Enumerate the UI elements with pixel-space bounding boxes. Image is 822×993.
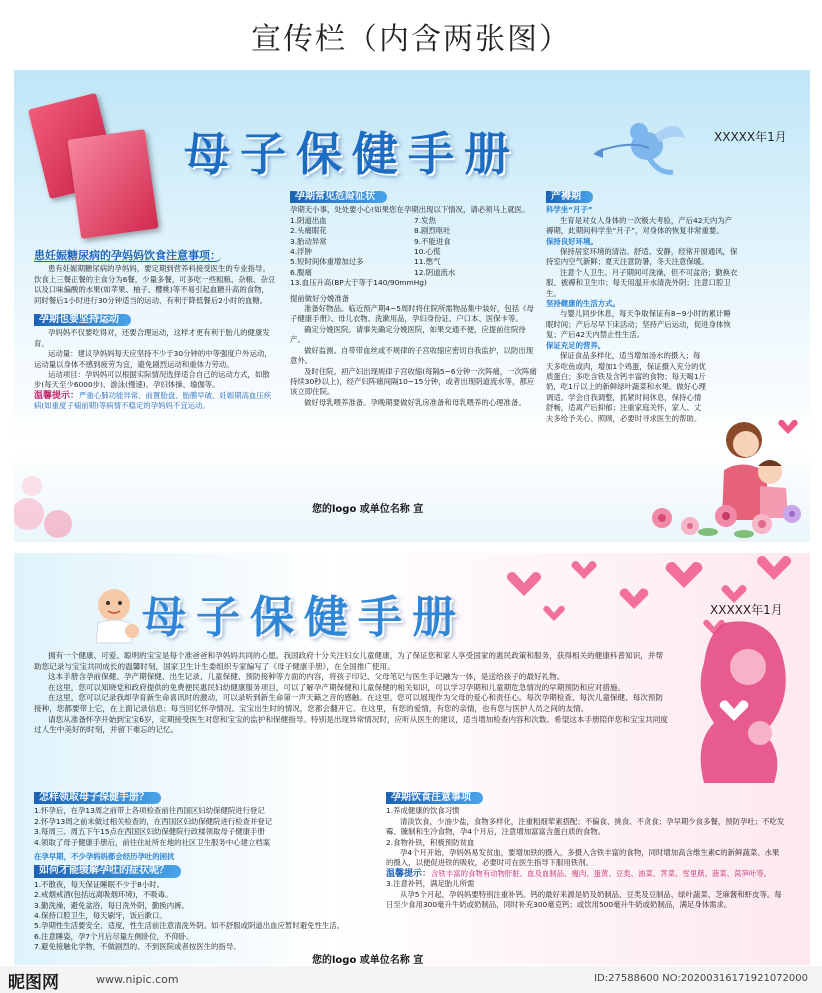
diet-text: 清淡饮食，少油少盐，食物多样化，注重粗细荤素搭配；不偏食、挑食、不贪食；孕早期少食多餐，预防孕吐；不吃发霉、腌制和生冷食物，孕4个月后，注意增加富富含蛋白质的食物。	[386, 816, 785, 837]
exercise-text-1: 孕妈妈不仅要吃得对，还要合理运动，这样才更有利于胎儿的健康发育。	[34, 328, 270, 348]
diet-tip	[386, 869, 786, 879]
cupid-illustration	[589, 112, 689, 182]
symptom-item: 3.胎动异常	[290, 236, 327, 246]
danger-intro: 孕期无小事，处处要小心!如果您在孕期出现以下情况，请必须马上就医。	[290, 205, 530, 215]
watermark-url[interactable]: www.nipic.com	[96, 973, 179, 986]
symptom-item: 8.剧烈呕吐	[414, 226, 451, 236]
postpartum-subheading: 保证充足的营养。	[546, 340, 606, 350]
postpartum-text: 生育是对女人身体的一次极大考验，产后42天内为产褥期，此期间科学坐“月子”，对身体的恢复非常重要。	[546, 215, 733, 236]
symptom-item: 11.憋气	[414, 257, 441, 267]
diet-text: 从孕5个月起，孕妈妈要特别注重补钙。钙的最好来源是奶及奶制品、豆类及豆制品、绿叶蔬菜、芝麻酱和虾皮等。每日至少食用300毫升牛奶或奶制品，同时补充300毫克钙；或饮用500毫升牛奶或奶制品，满足身体需求。	[386, 889, 782, 910]
flower-decoration	[14, 464, 98, 542]
intro-paragraph: 这本手册含孕前保健、孕产期保健、出生记录、儿童保健、预防接种等方面的内容，将孩子印记、父母笔记与医生手记融为一体，是送给孩子的最好礼物。	[48, 672, 565, 682]
prep-heading: 提前做好分娩准备	[290, 293, 350, 303]
baby-illustration	[84, 583, 148, 647]
howto-item: 3.每周三、周五下午15点在西国区妇幼保健院行政楼领取母子健康手册	[34, 827, 265, 837]
intro-paragraph: 拥有一个健康、可爱、聪明的宝宝是每个准爸爸和孕妈妈共同的心愿。我国政府十分关注妇女儿童健康，为了保证您和家人享受国家的惠民政策和服务，获得相关的健康科普知识，并帮助您记录与宝宝共同成长的温馨时刻，国家卫生计生委组织专家编写了《母子健康手册》，在全国推广使用。	[34, 651, 664, 671]
morning-tag: 在孕早期，不少孕妈妈都会经历孕吐的困扰	[34, 852, 175, 862]
symptom-list	[290, 216, 538, 278]
diet-heading: 孕期饮食注意事项	[386, 792, 483, 804]
symptom-item: 6.腹痛	[290, 267, 312, 277]
postpartum-heading: 产褥期	[546, 191, 593, 203]
morning-item: 7.避免接触化学物，不做剧烈的、不到医院或者按医生的指导。	[34, 942, 241, 952]
prep-text: 做好监测。自带带血丝或不规律的子宫收缩应密切自我监护，以防出现意外。	[290, 345, 534, 366]
exercise-text-2: 运动量：建议孕妈妈每天应坚持不少于30分钟的中等强度户外运动，运动量以身体不感到疲劳为宜，避免剧烈运动和重体力劳动。	[34, 349, 272, 369]
prep-text: 做好母乳喂养准备。孕晚期要做好乳房准备和母乳喂养的心理准备。	[304, 397, 526, 407]
footer-text: 您的logo 或单位名称 宣	[312, 504, 424, 515]
intro-paragraph: 在这里，您可以记录我却孕育新生命喜讯时的激动，可以录听到新生命第一声天籁之音的感触。在这里，您可以展现作为父母的爱心和责任心。每次孕期检查、每次儿童保健、每次预防接种，您都要带上它，在上面记录信息；每当回忆怀孕情况、宝宝出生时的情况，您都会翻开它。在这里，有您的爱情，有您的亲情，也有您与医护人员之间的友情。	[34, 693, 664, 713]
symptom-item: 7.发热	[414, 215, 436, 225]
intro-section	[34, 651, 670, 736]
intro-paragraph: 请您从准备怀孕开始到宝宝6岁，定期接受医生对您和宝宝的监护和保健指导。特别是出现异常情况时，应听从医生的建议，适当增加检查内容和次数。希望这本手册陪伴您和宝宝共同度过人生中美好的时刻，并留下难忘的记忆。	[34, 714, 668, 735]
symptom-item: 5.短时间体重增加过多	[290, 257, 364, 267]
exercise-tip	[34, 391, 276, 412]
poster-date: XXXXX年1月	[714, 130, 787, 144]
postpartum-text: 保证食品多样化，适当增加汤水的摄入；每天多吃鱼或肉，增加1个鸡蛋，保证摄入充分的优质蛋白；多吃含铁及含钙丰富的食物；每天喝1斤奶，吃1斤以上的新鲜绿叶蔬菜和水果。做好心理调适。学会自我调整，抓紧时间休息，保持心情舒畅，适离产后抑郁；注重家庭关怀，家人、丈夫多给予关心、照顾，必要时寻求医生的帮助。	[546, 351, 706, 423]
diet-subheading: 3.注意补钙，满足胎儿所需	[386, 879, 475, 889]
morning-item: 4.保持口腔卫生，每天刷牙，饭后漱口。	[34, 911, 167, 921]
footer-text: 您的logo 或单位名称 宣	[312, 955, 424, 965]
morning-item: 1.不散夜，每天保证睡眠不少于8小时。	[34, 879, 165, 889]
diet-subheading: 1.养成健康的饮食习惯	[386, 806, 460, 816]
prep-text: 确定分娩医院。请事先确定分娩医院，如果交通不便，应提前住院待产。	[290, 324, 526, 345]
tip-label: 温馨提示：	[386, 868, 432, 879]
prep-text: 准备好物品。临近预产期4~5周时将住院所需物品集中装好，包括《母子健康手册》、母儿衣物、洗漱用品，孕妇身份证、户口本、医保卡等。	[290, 304, 534, 324]
left-column	[34, 248, 276, 412]
poster-date: XXXXX年1月	[710, 603, 783, 617]
symptom-item: 9.不能进食	[414, 236, 451, 246]
diet-text: 孕4个月开始，孕妈妈易发贫血，要增加铁的摄入，多摄入含铁丰富的食物，同时增加高含维生素C的新鲜蔬菜、水果的摄入，以便促进铁的吸收，必要时可在医生指导下服用铁剂。	[386, 848, 780, 868]
intro-paragraph: 在这里，您可以知晓党和政府提供的免费便民惠民妇幼健康服务项目，可以了解孕产期保健和儿童保健的相关知识，可以学习孕期和儿童期危急情况的早期预防和应对措施。	[48, 682, 626, 692]
danger-heading: 孕期常见危险征状	[290, 191, 387, 203]
morning-item: 2.戒烟戒酒(包括远离吸烟环境)，不吸毒。	[34, 890, 173, 900]
symptom-item: 4.浮肿	[290, 247, 312, 257]
morning-item: 6.注意睡姿，孕7个月后尽量左侧卧位，不仰卧。	[34, 931, 194, 941]
poster-title: 母子保健手册	[184, 127, 520, 181]
howto-heading: 怎样领取母子保健手册？	[34, 792, 161, 804]
postpartum-text: 与婴儿同步休息，每天争取保证有8~9小时的累计睡眠时间；产后尽早下床活动；坚持产后运动，促进身体恢复；产后42天内禁止性生活。	[546, 309, 731, 340]
poster-board-1	[14, 70, 810, 542]
morning-item: 5.孕期性生活要安全、适度，性生活前注意清洗外阴。如不舒服或阴道出血应暂时避免性生活。	[34, 921, 345, 931]
symptom-item: 1.阴道出血	[290, 215, 327, 225]
handbook-illustration	[67, 129, 158, 239]
exercise-heading: 孕期也要坚持运动	[34, 314, 131, 326]
postpartum-text: 注意个人卫生。月子期间可洗澡，但不可盆浴；勤换衣服、被褥和卫生巾；每天用温开水清洗外阴；注意口腔卫生。	[546, 267, 738, 298]
flower-decoration	[642, 488, 810, 542]
howto-item: 2.怀孕13周之前未做过相关检查的，在西国区妇幼保健院进行检查并登记	[34, 816, 273, 826]
page-title: 宣传栏（内含两张图）	[251, 22, 571, 57]
symptom-item: 13.血压升高(BP大于等于140/90mmHg)	[290, 278, 427, 288]
postpartum-text: 保持居室环境的清洁、舒适、安静，经常开窗通风，保持室内空气新鲜；夏天注意防暑，冬天注意保暖。	[546, 247, 738, 267]
exercise-text-3: 运动项目：孕妈妈可以根据实际情况选择适合自己的运动方式，如散步(每天至少6000步)、游泳(慢速)、孕妇体操、瑜伽等。	[34, 370, 270, 390]
prep-text: 及时住院。初产妇出现规律子宫收缩(每隔5~6分钟一次阵痛，一次阵痛持续30秒以上)，经产妇阵痛间隔10~15分钟，或者出现阴道流水等，都应该立即住院。	[290, 366, 537, 397]
right-lower-column	[386, 789, 786, 910]
watermark-logo: 昵图网	[8, 973, 59, 993]
middle-column	[290, 188, 538, 408]
symptom-item: 10.心慌	[414, 247, 441, 257]
howto-item: 4.领取了母子健康手册后，前往住址所在地的社区卫生服务中心建立档案	[34, 837, 271, 847]
diabetes-heading: 患妊娠糖尿病的孕妈妈饮食注意事项：	[34, 249, 221, 262]
morning-heading: 如何才能缓解孕吐的症状呢？	[34, 865, 181, 877]
postpartum-subheading: 保持良好环境。	[546, 236, 598, 246]
postpartum-subheading: 科学坐“月子”	[546, 205, 593, 215]
symptom-item: 2.头痛眼花	[290, 226, 327, 236]
poster-title: 母子保健手册	[142, 592, 466, 643]
board-divider	[0, 546, 822, 550]
left-lower-column	[34, 789, 364, 953]
right-column	[546, 188, 738, 424]
symptom-item: 12.阴道流水	[414, 267, 456, 277]
poster-board-2	[14, 553, 810, 965]
howto-item: 1.怀孕后，在孕13周之前带上各项检查前往西国区妇幼保健院进行登记	[34, 806, 265, 816]
tip-text: 严重心肺功能异常、前置胎盘、胎膜早破、妊娠期高血压疾病(如重度子痫前期)等病情不稳定的孕妈妈不宜运动。	[34, 390, 272, 411]
morning-item: 3.勤洗澡，避免盆浴，每日洗外阴，勤换内裤。	[34, 900, 189, 910]
diet-subheading: 2.食物补铁，积极预防贫血	[386, 837, 475, 847]
tip-text: 含铁丰富的食物有动物肝脏、血及血制品、瘦肉、蛋黄、豆类、油菜、荠菜、雪里蕻、菠菜、莴笋叶等。	[431, 868, 771, 878]
postpartum-subheading: 坚持健康的生活方式。	[546, 299, 620, 309]
watermark-id: ID:27588600 NO:20200316171921072000	[594, 973, 808, 984]
tip-label: 温馨提示：	[34, 390, 80, 401]
mother-silhouette-illustration	[664, 613, 810, 783]
watermark-bar	[0, 966, 822, 993]
diabetes-text: 患有妊娠期糖尿病的孕妈妈，要定期到营养科接受医生的专业指导。饮食上三餐正餐的主食分为6餐，少量多餐，可多吃一些粗粮、杂粮、杂豆以及口味偏酸的水果(如苹果、柚子、樱桃)等不易引起血糖升高的食物，同时餐后1小时进行30分钟适当的运动，有利于降低餐后2小时的血糖。	[34, 264, 276, 305]
